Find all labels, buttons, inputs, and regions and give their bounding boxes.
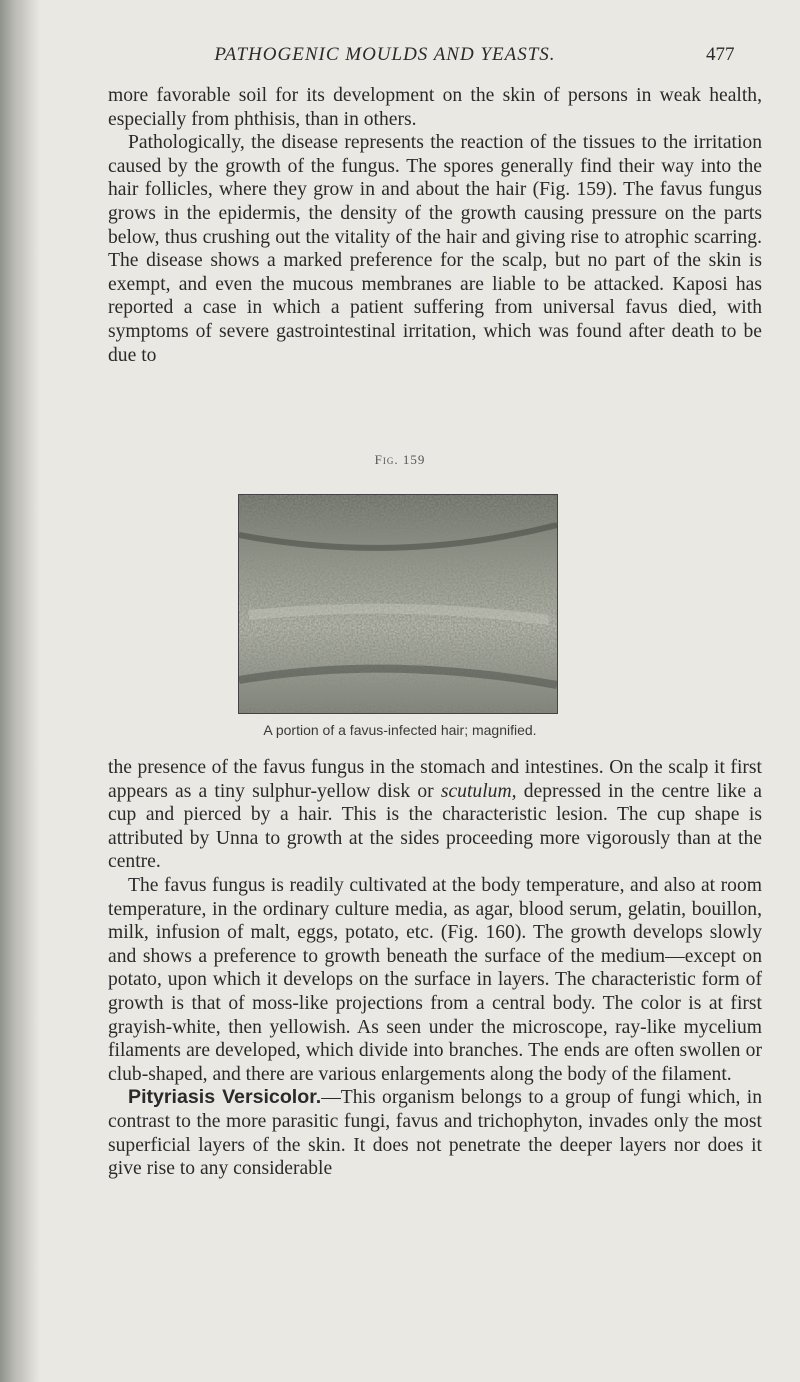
running-title: PATHOGENIC MOULDS AND YEASTS. xyxy=(214,44,556,65)
text-run: depressed in the centre like a cup and pierced by a hair. This is the characteristic lesion. The cup shape is attributed by Unna to growth at the sides proceeding more vigorously than at the centre. xyxy=(108,780,762,873)
text-block-bottom xyxy=(108,756,762,1181)
italic-term: scutulum, xyxy=(440,780,517,802)
paragraph: Pathologically, the disease represents the reaction of the tissues to the irritation caused by the growth of the fungus. The spores generally find their way into the hair follicles, where they grow in and about the hair (Fig. 159). The favus fungus grows in the epidermis, the density of the growth causing pressure on the parts below, thus crushing out the vitality of the hair and giving rise to atrophic scarring. The disease shows a marked preference for the scalp, but no part of the skin is exempt, and even the mucous membranes are liable to be attacked. Kaposi has reported a case in which a patient suffering from universal favus died, with symptoms of severe gastrointestinal irritation, which was found after death to be due to xyxy=(108,132,762,366)
paragraph: more favorable soil for its development on the skin of persons in weak health, especially from phthisis, than in others. xyxy=(108,85,762,130)
page-binding-edge xyxy=(0,0,40,1382)
text-run: the presence of the favus fungus in the stomach and intestines. On the scalp it first appears as a tiny sulphur-yellow disk or xyxy=(108,757,762,802)
figure-micrograph-image xyxy=(238,494,558,714)
paragraph xyxy=(108,756,762,874)
paragraph xyxy=(108,1086,762,1180)
page-number: 477 xyxy=(706,44,735,65)
text-run: —This organism belongs to a group of fungi which, in contrast to the more parasitic fungi, favus and trichophyton, invades only the most superficial layers of the skin. It does not penetrate the deeper layers nor does it give rise to any considerable xyxy=(108,1087,763,1180)
paragraph: The favus fungus is readily cultivated at the body temperature, and also at room temperature, in the ordinary culture media, as agar, blood serum, gelatin, bouillon, milk, infusion of malt, eggs, potato, etc. (Fig. 160). The growth develops slowly and shows a preference to growth beneath the surface of the medium—except on potato, upon which it develops on the surface in layers. The characteristic form of growth is that of moss-like projections from a central body. The color is at first grayish-white, then yellowish. As seen under the microscope, ray-like mycelium filaments are developed, which divide into branches. The ends are often swollen or club-shaped, and there are various enlargements along the body of the filament. xyxy=(108,874,762,1085)
figure-caption: A portion of a favus-infected hair; magnified. xyxy=(263,722,537,738)
text-block-top xyxy=(108,84,762,367)
section-heading: Pityriasis Versicolor. xyxy=(128,1086,322,1109)
figure-label: Fig. 159 xyxy=(374,452,426,467)
